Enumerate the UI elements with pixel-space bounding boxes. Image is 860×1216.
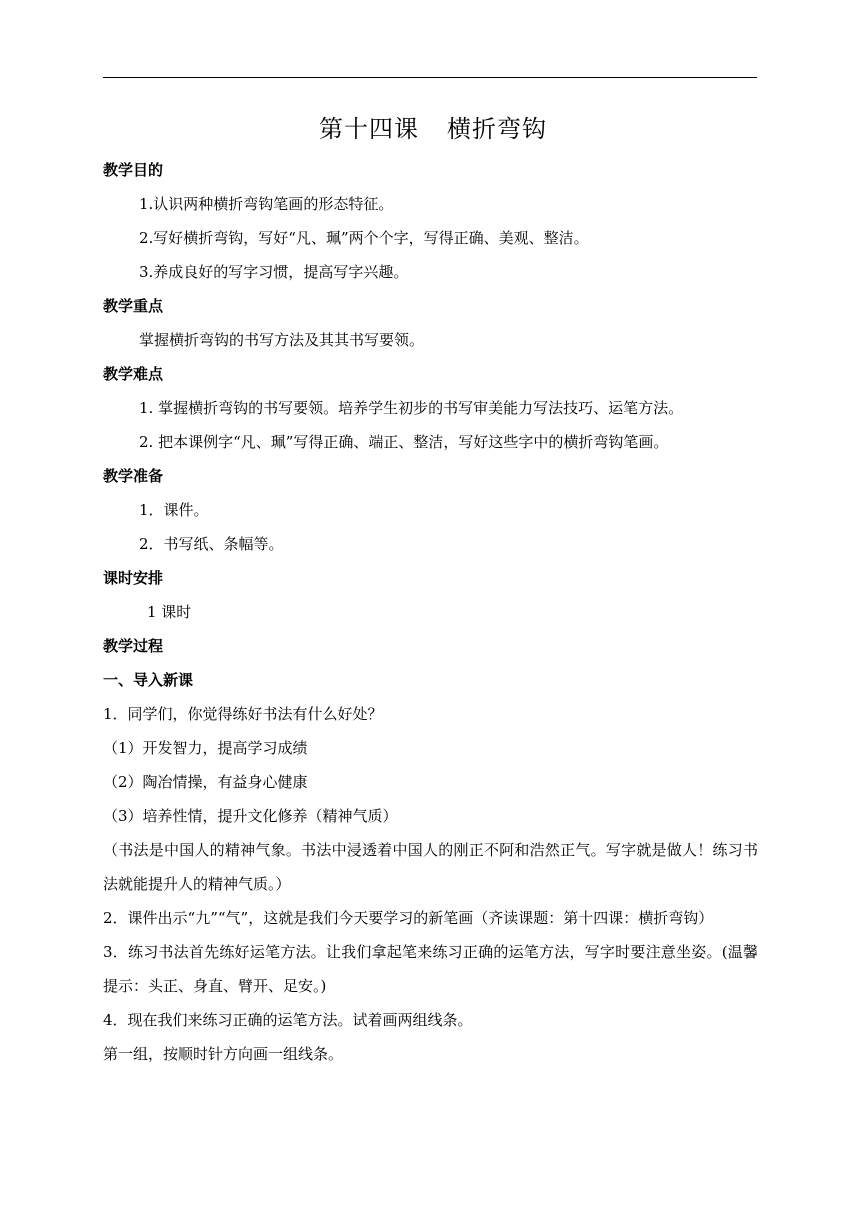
process-heading: 教学过程 (103, 637, 164, 655)
process-answer: （1）开发智力，提高学习成绩 (103, 739, 308, 757)
objectives-heading: 教学目的 (103, 161, 164, 179)
header-rule (103, 77, 757, 78)
process-part1-heading: 一、导入新课 (103, 671, 194, 689)
key-points-text: 掌握横折弯钩的书写方法及其其书写要领。 (139, 331, 425, 349)
process-group-1: 第一组，按顺时针方向画一组线条。 (103, 1045, 344, 1063)
difficulties-heading: 教学难点 (103, 365, 164, 383)
title-topic: 横折弯钩 (447, 115, 547, 143)
process-step-2: 2．课件出示“九”“气”，这就是我们今天要学习的新笔画（齐读课题：第十四课：横折弯钩） (103, 909, 714, 927)
preparation-item: 1．课件。 (139, 501, 209, 519)
process-step-4: 4．现在我们来练习正确的运笔方法。试着画两组线条。 (103, 1011, 473, 1029)
document-body (103, 112, 763, 1071)
difficulty-item: 2. 把本课例字“凡、珮”写得正确、端正、整洁，写好这些字中的横折弯钩笔画。 (139, 433, 669, 451)
process-answer: （2）陶冶情操，有益身心健康 (103, 773, 308, 791)
preparation-item: 2．书写纸、条幅等。 (139, 535, 284, 553)
objective-item: 3.养成良好的写字习惯，提高写字兴趣。 (139, 263, 409, 281)
key-points-heading: 教学重点 (103, 297, 164, 315)
objective-item: 1.认识两种横折弯钩笔画的形态特征。 (139, 195, 394, 213)
preparation-heading: 教学准备 (103, 467, 164, 485)
page-title (103, 112, 763, 146)
process-answer: （3）培养性情，提升文化修养（精神气质） (103, 807, 398, 825)
process-note: （书法是中国人的精神气象。书法中浸透着中国人的刚正不阿和浩然正气。写字就是做人！练习书法就能提升人的精神气质。） (103, 841, 758, 893)
title-lesson: 第十四课 (319, 115, 419, 143)
schedule-text: 1 课时 (147, 603, 192, 621)
process-step-3: 3．练习书法首先练好运笔方法。让我们拿起笔来练习正确的运笔方法，写字时要注意坐姿。(温馨提示：头正、身直、臂开、足安。) (103, 943, 758, 995)
difficulty-item: 1. 掌握横折弯钩的书写要领。培养学生初步的书写审美能力写法技巧、运笔方法。 (139, 399, 684, 417)
schedule-heading: 课时安排 (103, 569, 164, 587)
process-question: 1．同学们，你觉得练好书法有什么好处？ (103, 705, 383, 723)
objective-item: 2.写好横折弯钩，写好“凡、珮”两个个字，写得正确、美观、整洁。 (139, 229, 589, 247)
